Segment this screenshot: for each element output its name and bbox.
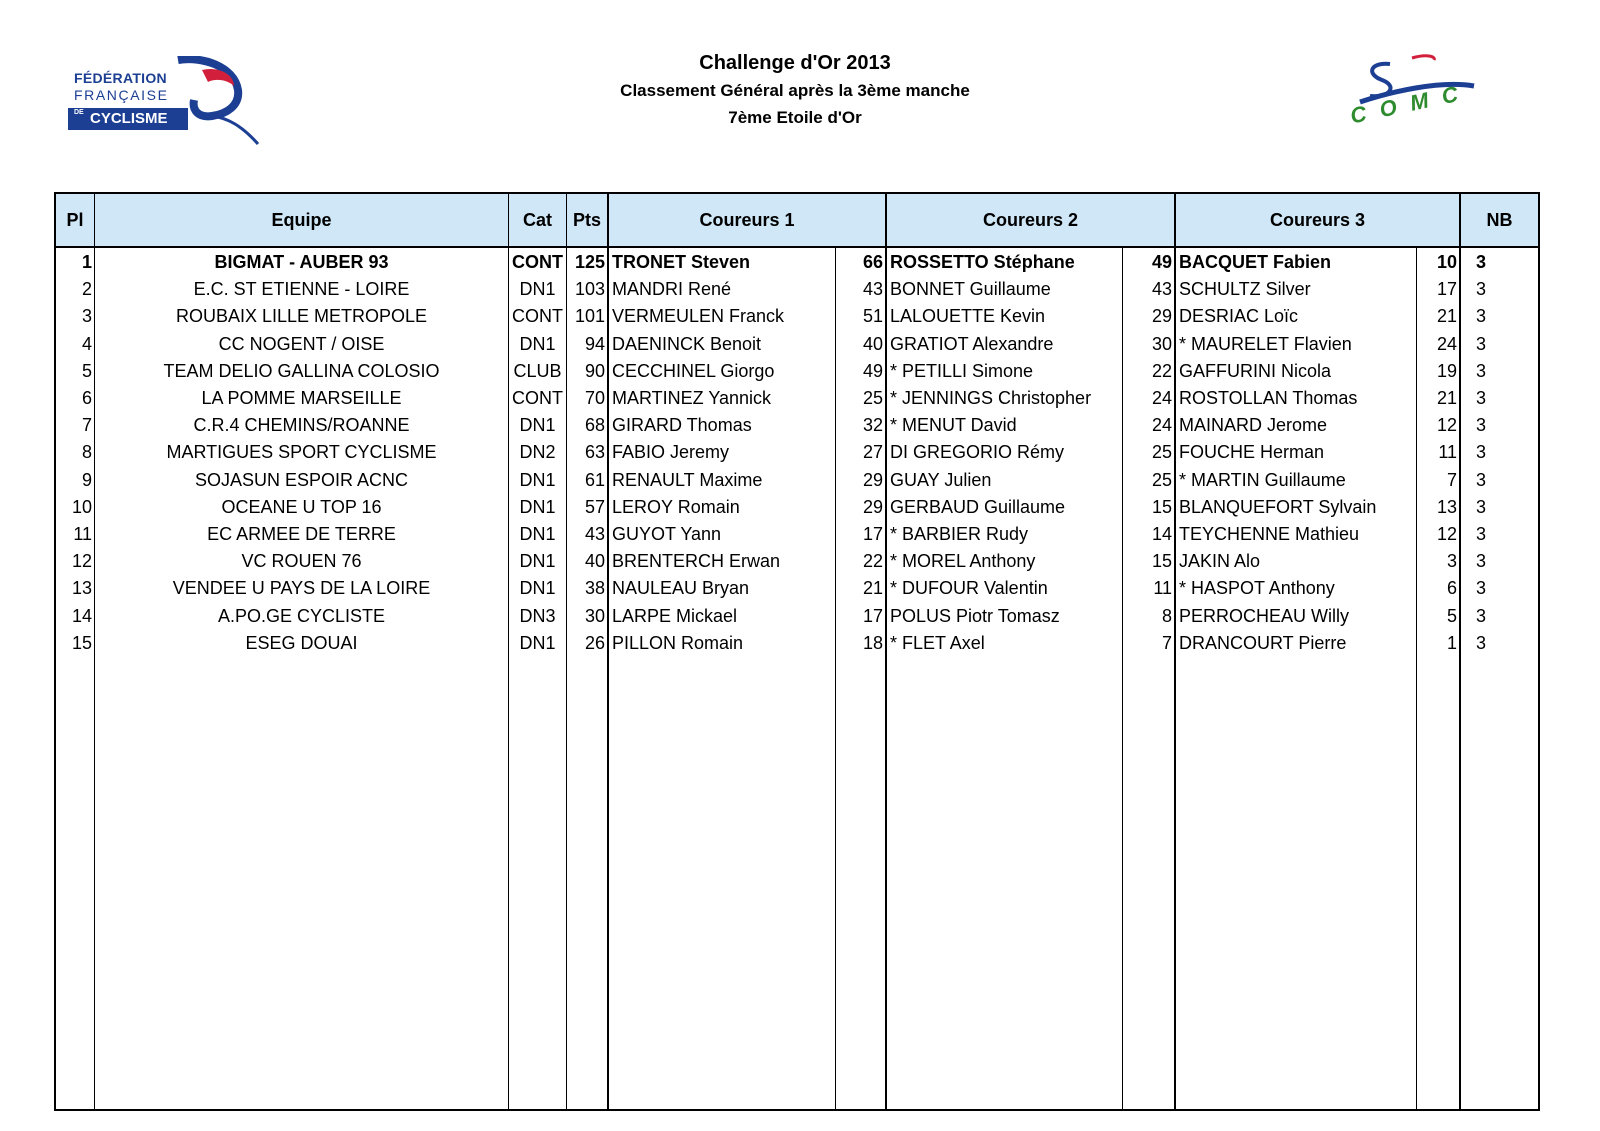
cell-points-1: 51 xyxy=(862,306,883,327)
cell-points-3: 13 xyxy=(1436,496,1457,517)
cell-points-3: 1 xyxy=(1446,632,1457,653)
cell-points-3: 24 xyxy=(1436,333,1457,354)
cell-nb: 3 xyxy=(1475,388,1486,408)
table-row xyxy=(56,330,1538,358)
cell-pts: 40 xyxy=(584,551,605,572)
cell-cat: CONT xyxy=(512,306,563,327)
cell-equipe: ESEG DOUAI xyxy=(245,632,358,653)
cell-points-3: 7 xyxy=(1446,469,1457,490)
cell-points-2: 30 xyxy=(1151,333,1172,354)
header-coureurs-1: Coureurs 1 xyxy=(699,210,795,230)
ffc-logo-line2: FRANÇAISE xyxy=(74,87,169,103)
cell-points-2: 8 xyxy=(1161,605,1172,626)
cell-cat: DN1 xyxy=(519,279,556,300)
cell-nb: 3 xyxy=(1475,496,1486,517)
cell-points-1: 43 xyxy=(862,279,883,300)
cell-coureur-3: FOUCHE Herman xyxy=(1179,442,1325,463)
cell-pts: 30 xyxy=(584,605,605,626)
cell-points-3: 12 xyxy=(1436,415,1457,436)
table-row xyxy=(56,547,1538,575)
header-pl: Pl xyxy=(66,210,84,230)
cell-points-1: 49 xyxy=(862,360,883,381)
standings-table xyxy=(54,192,1540,1111)
cell-coureur-1: GUYOT Yann xyxy=(612,524,722,544)
table-row xyxy=(56,384,1538,412)
cell-pts: 57 xyxy=(584,496,605,517)
cell-coureur-2: GRATIOT Alexandre xyxy=(890,333,1054,354)
cell-points-2: 24 xyxy=(1151,388,1172,408)
table-row xyxy=(56,411,1538,439)
cell-points-2: 15 xyxy=(1151,496,1172,517)
cell-equipe: A.PO.GE CYCLISTE xyxy=(217,605,386,626)
ffc-swoosh-icon xyxy=(172,56,268,148)
table-row xyxy=(56,520,1538,548)
cell-nb: 3 xyxy=(1475,632,1486,653)
cell-coureur-2: * MOREL Anthony xyxy=(890,551,1036,572)
cell-nb: 3 xyxy=(1475,306,1486,327)
cell-points-2: 7 xyxy=(1161,632,1172,653)
cell-coureur-1: MARTINEZ Yannick xyxy=(612,388,772,408)
cell-equipe: ROUBAIX LILLE METROPOLE xyxy=(175,306,428,327)
cell-cat: DN1 xyxy=(519,524,556,544)
cell-coureur-3: * MAURELET Flavien xyxy=(1179,333,1352,354)
cell-equipe: MARTIGUES SPORT CYCLISME xyxy=(166,442,437,463)
page-title: Challenge d'Or 2013 xyxy=(699,52,891,74)
cell-cat: DN1 xyxy=(519,551,556,572)
cell-coureur-2: ROSSETTO Stéphane xyxy=(890,252,1075,272)
cell-coureur-3: * HASPOT Anthony xyxy=(1179,578,1335,599)
cell-points-1: 27 xyxy=(862,442,883,463)
cell-equipe: EC ARMEE DE TERRE xyxy=(207,524,396,544)
cell-points-1: 17 xyxy=(862,524,883,544)
cell-coureur-3: BACQUET Fabien xyxy=(1179,252,1332,272)
table-row xyxy=(56,275,1538,303)
cell-coureur-2: LALOUETTE Kevin xyxy=(890,306,1046,327)
cell-pts: 101 xyxy=(574,306,605,327)
cell-nb: 3 xyxy=(1475,279,1486,300)
cell-points-1: 25 xyxy=(862,388,883,408)
cell-points-1: 29 xyxy=(862,496,883,517)
cell-cat: CONT xyxy=(512,388,563,408)
cell-equipe: C.R.4 CHEMINS/ROANNE xyxy=(193,415,410,436)
cell-points-1: 66 xyxy=(862,252,883,272)
cell-cat: DN1 xyxy=(519,578,556,599)
cell-coureur-3: MAINARD Jerome xyxy=(1179,415,1328,436)
cell-cat: DN3 xyxy=(519,605,556,626)
cell-points-2: 24 xyxy=(1151,415,1172,436)
cell-pts: 61 xyxy=(584,469,605,490)
cell-coureur-1: DAENINCK Benoit xyxy=(612,333,762,354)
cell-pl: 7 xyxy=(81,415,92,436)
cell-coureur-2: * BARBIER Rudy xyxy=(890,524,1029,544)
table-row xyxy=(56,574,1538,602)
cell-points-3: 21 xyxy=(1436,388,1457,408)
cell-pl: 5 xyxy=(81,360,92,381)
cell-coureur-3: * MARTIN Guillaume xyxy=(1179,469,1346,490)
cell-cat: DN2 xyxy=(519,442,556,463)
cell-equipe: OCEANE U TOP 16 xyxy=(221,496,382,517)
cell-cat: DN1 xyxy=(519,632,556,653)
cell-points-2: 22 xyxy=(1151,360,1172,381)
cell-points-3: 12 xyxy=(1436,524,1457,544)
cell-pl: 14 xyxy=(71,605,92,626)
cell-coureur-1: BRENTERCH Erwan xyxy=(612,551,781,572)
cell-points-1: 21 xyxy=(862,578,883,599)
header-pts: Pts xyxy=(572,210,601,230)
cell-points-2: 43 xyxy=(1151,279,1172,300)
cell-nb: 3 xyxy=(1475,442,1486,463)
table-row xyxy=(56,493,1538,521)
cell-pl: 15 xyxy=(71,632,92,653)
ffc-logo xyxy=(68,56,268,148)
cell-coureur-2: * FLET Axel xyxy=(890,632,985,653)
table-row xyxy=(56,438,1538,466)
cell-pts: 125 xyxy=(574,252,605,272)
cell-points-3: 10 xyxy=(1436,252,1457,272)
cell-cat: DN1 xyxy=(519,496,556,517)
cell-coureur-2: BONNET Guillaume xyxy=(890,279,1051,300)
cell-nb: 3 xyxy=(1475,469,1486,490)
cell-nb: 3 xyxy=(1475,524,1486,544)
cell-equipe: BIGMAT - AUBER 93 xyxy=(214,252,389,272)
cell-coureur-3: DESRIAC Loïc xyxy=(1179,306,1299,327)
cell-nb: 3 xyxy=(1475,605,1486,626)
cell-coureur-3: DRANCOURT Pierre xyxy=(1179,632,1347,653)
ffc-logo-de: DE xyxy=(74,109,84,116)
cell-coureur-1: NAULEAU Bryan xyxy=(612,578,750,599)
comc-logo xyxy=(1340,52,1480,136)
cell-points-2: 49 xyxy=(1151,252,1172,272)
cell-coureur-2: GUAY Julien xyxy=(890,469,992,490)
cell-coureur-1: GIRARD Thomas xyxy=(612,415,752,436)
cell-coureur-3: BLANQUEFORT Sylvain xyxy=(1179,496,1377,517)
cell-pl: 11 xyxy=(73,524,92,544)
cell-points-3: 6 xyxy=(1446,578,1457,599)
cell-coureur-1: PILLON Romain xyxy=(612,632,744,653)
cell-pts: 63 xyxy=(584,442,605,463)
cell-equipe: CC NOGENT / OISE xyxy=(218,333,385,354)
cell-coureur-1: FABIO Jeremy xyxy=(612,442,730,463)
cell-equipe: TEAM DELIO GALLINA COLOSIO xyxy=(163,360,440,381)
cell-pl: 8 xyxy=(81,442,92,463)
cell-points-3: 5 xyxy=(1446,605,1457,626)
cell-coureur-3: TEYCHENNE Mathieu xyxy=(1179,524,1360,544)
cell-pts: 38 xyxy=(584,578,605,599)
ffc-logo-text xyxy=(74,70,169,104)
cell-cat: DN1 xyxy=(519,469,556,490)
cell-points-1: 18 xyxy=(862,632,883,653)
table-row xyxy=(56,357,1538,385)
cell-equipe: E.C. ST ETIENNE - LOIRE xyxy=(193,279,410,300)
cell-cat: CLUB xyxy=(513,360,562,381)
cell-coureur-1: VERMEULEN Franck xyxy=(612,306,785,327)
cell-points-1: 17 xyxy=(862,605,883,626)
cell-pl: 12 xyxy=(71,551,92,572)
cell-points-1: 32 xyxy=(862,415,883,436)
cell-nb: 3 xyxy=(1475,551,1486,572)
cell-coureur-2: * MENUT David xyxy=(890,415,1017,436)
cell-coureur-1: LARPE Mickael xyxy=(612,605,738,626)
cell-nb: 3 xyxy=(1475,333,1486,354)
cell-coureur-3: PERROCHEAU Willy xyxy=(1179,605,1350,626)
cell-coureur-1: LEROY Romain xyxy=(612,496,740,517)
cell-nb: 3 xyxy=(1475,360,1486,381)
cell-equipe: SOJASUN ESPOIR ACNC xyxy=(194,469,409,490)
cell-coureur-2: * DUFOUR Valentin xyxy=(890,578,1048,599)
cell-pl: 3 xyxy=(81,306,92,327)
cell-pts: 70 xyxy=(584,388,605,408)
event-name: 7ème Etoile d'Or xyxy=(728,108,862,127)
document-header xyxy=(560,50,1030,131)
cell-points-3: 17 xyxy=(1436,279,1457,300)
cell-pts: 26 xyxy=(584,632,605,653)
cell-pts: 43 xyxy=(584,524,605,544)
header-coureurs-2: Coureurs 2 xyxy=(982,210,1079,230)
table-row xyxy=(56,466,1538,494)
cell-coureur-1: RENAULT Maxime xyxy=(612,469,763,490)
header-nb: NB xyxy=(1486,210,1513,230)
cell-pl: 13 xyxy=(71,578,92,599)
cell-pts: 90 xyxy=(584,360,605,381)
cell-nb: 3 xyxy=(1475,252,1486,272)
cell-equipe: VC ROUEN 76 xyxy=(241,551,362,572)
cell-points-2: 25 xyxy=(1151,469,1172,490)
cell-equipe: VENDEE U PAYS DE LA LOIRE xyxy=(172,578,431,599)
cell-pl: 9 xyxy=(81,469,92,490)
cell-pts: 94 xyxy=(584,333,605,354)
cell-coureur-1: CECCHINEL Giorgo xyxy=(612,360,775,381)
cell-coureur-2: GERBAUD Guillaume xyxy=(890,496,1066,517)
cell-cat: CONT xyxy=(512,252,563,272)
cell-coureur-1: TRONET Steven xyxy=(612,252,751,272)
cell-equipe: LA POMME MARSEILLE xyxy=(201,388,402,408)
cell-points-2: 11 xyxy=(1153,578,1172,599)
cell-coureur-3: ROSTOLLAN Thomas xyxy=(1179,388,1358,408)
cell-nb: 3 xyxy=(1475,415,1486,436)
cell-nb: 3 xyxy=(1475,578,1486,599)
ffc-logo-line3: CYCLISME xyxy=(90,110,168,127)
cell-points-1: 22 xyxy=(862,551,883,572)
cell-pl: 2 xyxy=(81,279,92,300)
cell-points-2: 29 xyxy=(1151,306,1172,327)
table-row xyxy=(56,629,1538,657)
cell-coureur-2: * PETILLI Simone xyxy=(890,360,1034,381)
cell-points-2: 25 xyxy=(1151,442,1172,463)
header-coureurs-3: Coureurs 3 xyxy=(1269,210,1366,230)
cell-coureur-3: GAFFURINI Nicola xyxy=(1179,360,1332,381)
cell-pl: 4 xyxy=(81,333,92,354)
table-row xyxy=(56,248,1538,276)
cell-points-1: 29 xyxy=(862,469,883,490)
cell-coureur-3: SCHULTZ Silver xyxy=(1179,279,1311,300)
cell-points-1: 40 xyxy=(862,333,883,354)
cell-coureur-1: MANDRI René xyxy=(612,279,732,300)
cell-points-3: 19 xyxy=(1436,360,1457,381)
cell-pl: 10 xyxy=(71,496,92,517)
cell-coureur-2: POLUS Piotr Tomasz xyxy=(890,605,1060,626)
comc-logo-letters xyxy=(1340,52,1480,136)
ffc-logo-line1: FÉDÉRATION xyxy=(74,70,167,86)
cell-pl: 1 xyxy=(81,252,92,272)
cell-pl: 6 xyxy=(81,388,92,408)
cell-points-3: 11 xyxy=(1438,442,1457,463)
header-equipe: Equipe xyxy=(271,210,332,230)
cell-coureur-2: DI GREGORIO Rémy xyxy=(890,442,1065,463)
cell-points-2: 15 xyxy=(1151,551,1172,572)
cell-coureur-3: JAKIN Alo xyxy=(1179,551,1261,572)
cell-points-2: 14 xyxy=(1151,524,1172,544)
cell-pts: 68 xyxy=(584,415,605,436)
page-subtitle: Classement Général après la 3ème manche xyxy=(620,81,970,100)
header-cat: Cat xyxy=(522,210,552,230)
cell-points-3: 21 xyxy=(1436,306,1457,327)
ffc-logo-band xyxy=(68,108,188,130)
cell-cat: DN1 xyxy=(519,333,556,354)
cell-points-3: 3 xyxy=(1446,551,1457,572)
table-row xyxy=(56,602,1538,630)
comc-logo-text: COMC xyxy=(1348,78,1474,129)
cell-cat: DN1 xyxy=(519,415,556,436)
cell-pts: 103 xyxy=(574,279,605,300)
cell-coureur-2: * JENNINGS Christopher xyxy=(890,388,1092,408)
table-row xyxy=(56,302,1538,330)
